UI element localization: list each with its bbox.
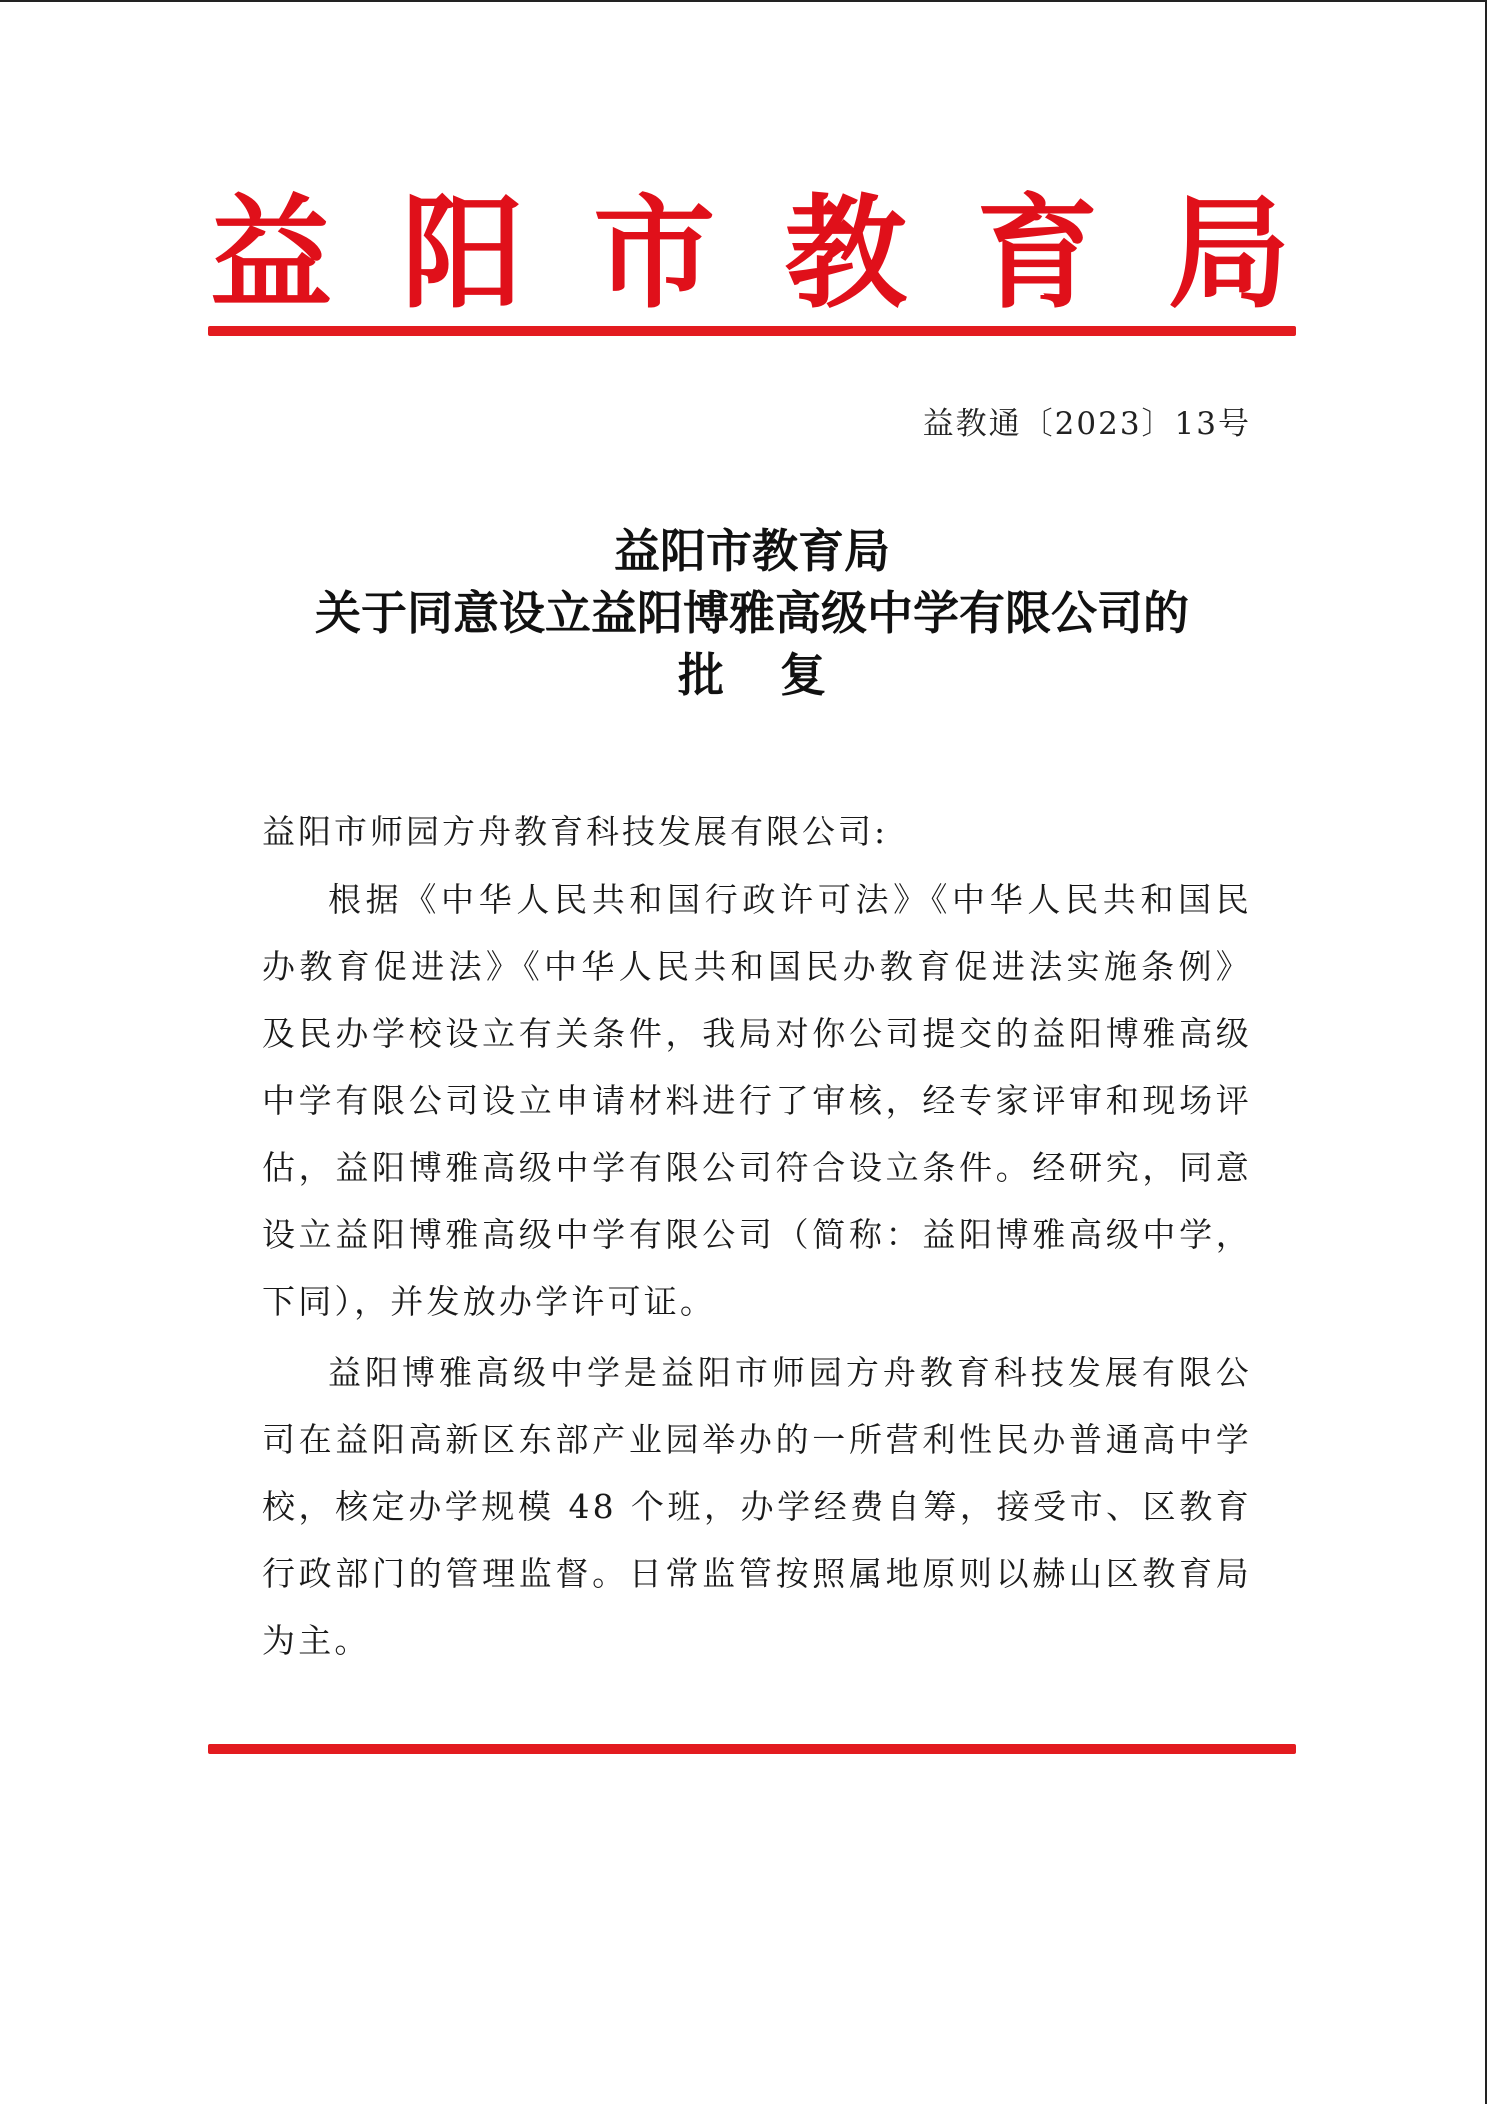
title-line-reply: 批复: [678, 648, 882, 702]
letterhead-char: 育: [976, 181, 1099, 325]
document-title: [208, 520, 1296, 706]
body-paragraph-2: [262, 1339, 1252, 1674]
letterhead-char: 阳: [401, 181, 524, 325]
letterhead-char: 市: [593, 181, 716, 325]
title-line-subject: 关于同意设立益阳博雅高级中学有限公司的: [315, 586, 1189, 640]
page-border-top: [0, 0, 1487, 2]
title-line-issuer: 益阳市教育局: [614, 524, 890, 578]
letterhead-char: 教: [784, 181, 907, 325]
body-paragraph-1: [262, 866, 1252, 1335]
letterhead-red-rule: [208, 326, 1296, 336]
paragraph-text: 根据《中华人民共和国行政许可法》《中华人民共和国民办教育促进法》《中华人民共和国民办教育促进法实施条例》及民办学校设立有关条件，我局对你公司提交的益阳博雅高级中学有限公司设立申请材料进行了审核，经专家评审和现场评估，益阳博雅高级中学有限公司符合设立条件。经研究，同意设立益阳博雅高级中学有限公司（简称：益阳博雅高级中学，下同），并发放办学许可证。: [262, 880, 1252, 1321]
letterhead-char: 益: [210, 181, 332, 325]
letterhead-title: [210, 181, 1290, 325]
letterhead-char: 局: [1167, 181, 1290, 325]
footer-red-rule: [208, 1744, 1296, 1754]
addressee: 益阳市师园方舟教育科技发展有限公司:: [262, 812, 889, 851]
paragraph-text: 益阳博雅高级中学是益阳市师园方舟教育科技发展有限公司在益阳高新区东部产业园举办的一所营利性民办普通高中学校，核定办学规模 48 个班，办学经费自筹，接受市、区教育行政部门的管理监督。日常监管按照属地原则以赫山区教育局为主。: [262, 1353, 1252, 1660]
document-number: 益教通〔2023〕13号: [922, 406, 1251, 442]
